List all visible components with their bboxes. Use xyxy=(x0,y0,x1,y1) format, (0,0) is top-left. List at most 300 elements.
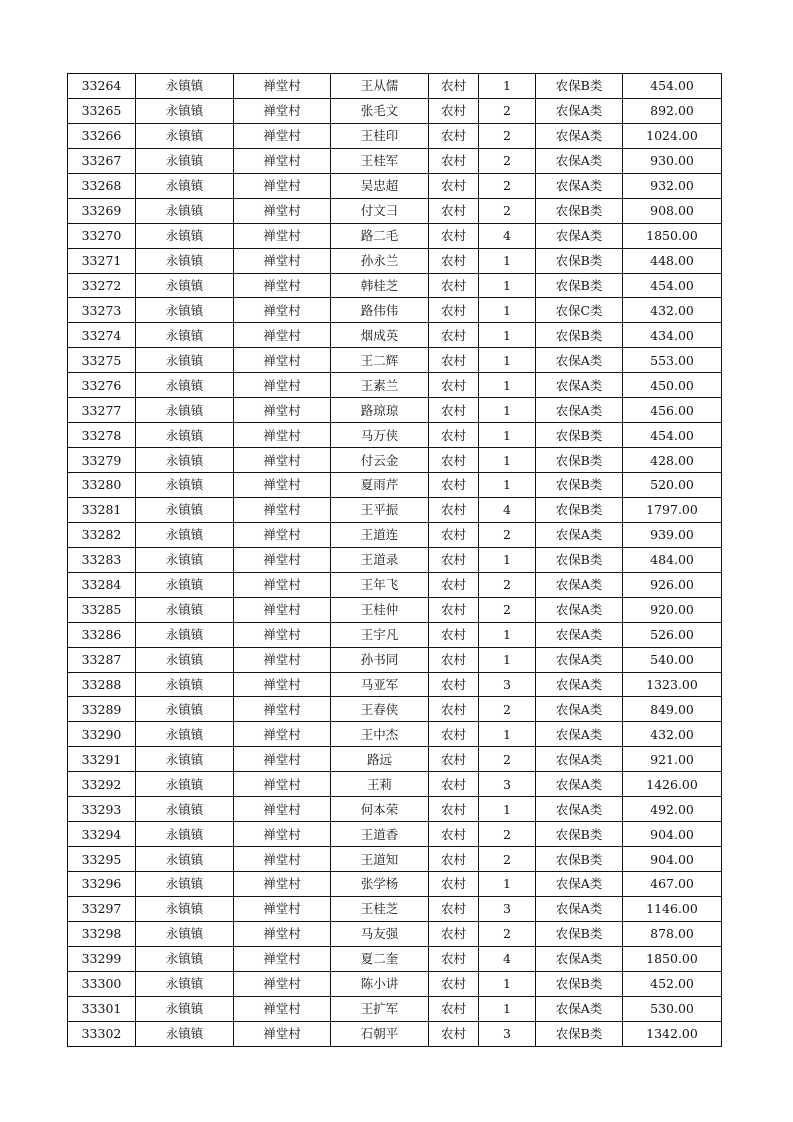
household-type-cell: 农村 xyxy=(429,971,479,996)
insurance-category-cell: 农保A类 xyxy=(536,223,623,248)
name-cell: 王道香 xyxy=(331,822,429,847)
record-id-cell: 33282 xyxy=(68,522,136,547)
amount-cell: 520.00 xyxy=(623,473,722,498)
member-count-cell: 1 xyxy=(479,622,536,647)
name-cell: 夏二奎 xyxy=(331,946,429,971)
member-count-cell: 1 xyxy=(479,473,536,498)
table-row xyxy=(68,872,722,897)
member-count-cell: 1 xyxy=(479,996,536,1021)
amount-cell: 904.00 xyxy=(623,822,722,847)
insurance-category-cell: 农保A类 xyxy=(536,797,623,822)
amount-cell: 454.00 xyxy=(623,423,722,448)
household-type-cell: 农村 xyxy=(429,298,479,323)
town-cell: 永镇镇 xyxy=(136,348,234,373)
town-cell: 永镇镇 xyxy=(136,398,234,423)
member-count-cell: 1 xyxy=(479,348,536,373)
insurance-category-cell: 农保A类 xyxy=(536,772,623,797)
record-id-cell: 33288 xyxy=(68,672,136,697)
table-row xyxy=(68,697,722,722)
village-cell: 禅堂村 xyxy=(234,373,331,398)
insurance-category-cell: 农保B类 xyxy=(536,921,623,946)
insurance-category-cell: 农保B类 xyxy=(536,323,623,348)
village-cell: 禅堂村 xyxy=(234,547,331,572)
household-type-cell: 农村 xyxy=(429,822,479,847)
village-cell: 禅堂村 xyxy=(234,597,331,622)
amount-cell: 492.00 xyxy=(623,797,722,822)
table-row xyxy=(68,173,722,198)
name-cell: 王道连 xyxy=(331,522,429,547)
insurance-category-cell: 农保B类 xyxy=(536,1021,623,1046)
household-type-cell: 农村 xyxy=(429,872,479,897)
table-row xyxy=(68,622,722,647)
town-cell: 永镇镇 xyxy=(136,148,234,173)
table-row xyxy=(68,672,722,697)
village-cell: 禅堂村 xyxy=(234,697,331,722)
member-count-cell: 1 xyxy=(479,423,536,448)
member-count-cell: 3 xyxy=(479,772,536,797)
village-cell: 禅堂村 xyxy=(234,722,331,747)
name-cell: 王春侠 xyxy=(331,697,429,722)
household-type-cell: 农村 xyxy=(429,497,479,522)
table-row xyxy=(68,223,722,248)
record-id-cell: 33292 xyxy=(68,772,136,797)
town-cell: 永镇镇 xyxy=(136,273,234,298)
table-row xyxy=(68,198,722,223)
table-row xyxy=(68,1021,722,1046)
member-count-cell: 1 xyxy=(479,872,536,897)
household-type-cell: 农村 xyxy=(429,946,479,971)
amount-cell: 456.00 xyxy=(623,398,722,423)
name-cell: 王扩军 xyxy=(331,996,429,1021)
name-cell: 王素兰 xyxy=(331,373,429,398)
member-count-cell: 1 xyxy=(479,722,536,747)
name-cell: 路伟伟 xyxy=(331,298,429,323)
member-count-cell: 2 xyxy=(479,597,536,622)
table-row xyxy=(68,772,722,797)
name-cell: 王桂仲 xyxy=(331,597,429,622)
record-id-cell: 33275 xyxy=(68,348,136,373)
insurance-category-cell: 农保A类 xyxy=(536,98,623,123)
insurance-category-cell: 农保A类 xyxy=(536,597,623,622)
village-cell: 禅堂村 xyxy=(234,772,331,797)
insurance-category-cell: 农保A类 xyxy=(536,946,623,971)
town-cell: 永镇镇 xyxy=(136,248,234,273)
amount-cell: 553.00 xyxy=(623,348,722,373)
town-cell: 永镇镇 xyxy=(136,946,234,971)
member-count-cell: 2 xyxy=(479,747,536,772)
insurance-category-cell: 农保A类 xyxy=(536,173,623,198)
village-cell: 禅堂村 xyxy=(234,497,331,522)
name-cell: 张毛文 xyxy=(331,98,429,123)
name-cell: 付文彐 xyxy=(331,198,429,223)
record-id-cell: 33293 xyxy=(68,797,136,822)
town-cell: 永镇镇 xyxy=(136,722,234,747)
name-cell: 王年飞 xyxy=(331,572,429,597)
amount-cell: 904.00 xyxy=(623,847,722,872)
amount-cell: 467.00 xyxy=(623,872,722,897)
household-type-cell: 农村 xyxy=(429,373,479,398)
village-cell: 禅堂村 xyxy=(234,747,331,772)
village-cell: 禅堂村 xyxy=(234,273,331,298)
record-id-cell: 33271 xyxy=(68,248,136,273)
member-count-cell: 1 xyxy=(479,448,536,473)
household-type-cell: 农村 xyxy=(429,847,479,872)
record-id-cell: 33277 xyxy=(68,398,136,423)
village-cell: 禅堂村 xyxy=(234,797,331,822)
table-row xyxy=(68,373,722,398)
member-count-cell: 2 xyxy=(479,921,536,946)
amount-cell: 432.00 xyxy=(623,722,722,747)
insurance-category-cell: 农保A类 xyxy=(536,373,623,398)
village-cell: 禅堂村 xyxy=(234,473,331,498)
insurance-category-cell: 农保B类 xyxy=(536,423,623,448)
village-cell: 禅堂村 xyxy=(234,223,331,248)
table-row xyxy=(68,148,722,173)
name-cell: 路琼琼 xyxy=(331,398,429,423)
household-type-cell: 农村 xyxy=(429,597,479,622)
member-count-cell: 2 xyxy=(479,148,536,173)
table-row xyxy=(68,597,722,622)
amount-cell: 1797.00 xyxy=(623,497,722,522)
town-cell: 永镇镇 xyxy=(136,921,234,946)
record-id-cell: 33298 xyxy=(68,921,136,946)
record-id-cell: 33291 xyxy=(68,747,136,772)
record-id-cell: 33285 xyxy=(68,597,136,622)
village-cell: 禅堂村 xyxy=(234,298,331,323)
name-cell: 夏雨芹 xyxy=(331,473,429,498)
member-count-cell: 3 xyxy=(479,672,536,697)
table-row xyxy=(68,248,722,273)
record-id-cell: 33299 xyxy=(68,946,136,971)
village-cell: 禅堂村 xyxy=(234,398,331,423)
household-type-cell: 农村 xyxy=(429,896,479,921)
insurance-category-cell: 农保B类 xyxy=(536,74,623,99)
record-id-cell: 33290 xyxy=(68,722,136,747)
table-row xyxy=(68,473,722,498)
record-id-cell: 33287 xyxy=(68,647,136,672)
name-cell: 付云金 xyxy=(331,448,429,473)
table-row xyxy=(68,448,722,473)
insurance-category-cell: 农保B类 xyxy=(536,847,623,872)
amount-cell: 454.00 xyxy=(623,74,722,99)
record-id-cell: 33279 xyxy=(68,448,136,473)
record-id-cell: 33301 xyxy=(68,996,136,1021)
village-cell: 禅堂村 xyxy=(234,98,331,123)
household-type-cell: 农村 xyxy=(429,722,479,747)
member-count-cell: 1 xyxy=(479,373,536,398)
household-type-cell: 农村 xyxy=(429,273,479,298)
insurance-category-cell: 农保B类 xyxy=(536,198,623,223)
record-id-cell: 33272 xyxy=(68,273,136,298)
town-cell: 永镇镇 xyxy=(136,1021,234,1046)
household-type-cell: 农村 xyxy=(429,98,479,123)
name-cell: 王从儒 xyxy=(331,74,429,99)
table-row xyxy=(68,323,722,348)
amount-cell: 484.00 xyxy=(623,547,722,572)
town-cell: 永镇镇 xyxy=(136,198,234,223)
member-count-cell: 1 xyxy=(479,298,536,323)
household-type-cell: 农村 xyxy=(429,672,479,697)
amount-cell: 1850.00 xyxy=(623,223,722,248)
household-type-cell: 农村 xyxy=(429,622,479,647)
name-cell: 王道录 xyxy=(331,547,429,572)
town-cell: 永镇镇 xyxy=(136,223,234,248)
amount-cell: 540.00 xyxy=(623,647,722,672)
village-cell: 禅堂村 xyxy=(234,74,331,99)
village-cell: 禅堂村 xyxy=(234,248,331,273)
village-cell: 禅堂村 xyxy=(234,423,331,448)
insurance-category-cell: 农保C类 xyxy=(536,298,623,323)
household-type-cell: 农村 xyxy=(429,921,479,946)
amount-cell: 448.00 xyxy=(623,248,722,273)
table-row xyxy=(68,822,722,847)
amount-cell: 452.00 xyxy=(623,971,722,996)
amount-cell: 892.00 xyxy=(623,98,722,123)
village-cell: 禅堂村 xyxy=(234,448,331,473)
records-table xyxy=(67,73,722,1047)
household-type-cell: 农村 xyxy=(429,547,479,572)
insurance-category-cell: 农保A类 xyxy=(536,872,623,897)
name-cell: 马万侠 xyxy=(331,423,429,448)
record-id-cell: 33284 xyxy=(68,572,136,597)
record-id-cell: 33286 xyxy=(68,622,136,647)
town-cell: 永镇镇 xyxy=(136,622,234,647)
insurance-category-cell: 农保B类 xyxy=(536,547,623,572)
name-cell: 王平振 xyxy=(331,497,429,522)
table-row xyxy=(68,348,722,373)
name-cell: 张学杨 xyxy=(331,872,429,897)
insurance-category-cell: 农保B类 xyxy=(536,473,623,498)
table-row xyxy=(68,921,722,946)
name-cell: 马友强 xyxy=(331,921,429,946)
insurance-category-cell: 农保A类 xyxy=(536,522,623,547)
town-cell: 永镇镇 xyxy=(136,448,234,473)
member-count-cell: 2 xyxy=(479,173,536,198)
table-row xyxy=(68,74,722,99)
household-type-cell: 农村 xyxy=(429,223,479,248)
member-count-cell: 2 xyxy=(479,198,536,223)
member-count-cell: 2 xyxy=(479,98,536,123)
name-cell: 韩桂芝 xyxy=(331,273,429,298)
household-type-cell: 农村 xyxy=(429,772,479,797)
insurance-category-cell: 农保B类 xyxy=(536,497,623,522)
record-id-cell: 33273 xyxy=(68,298,136,323)
amount-cell: 939.00 xyxy=(623,522,722,547)
town-cell: 永镇镇 xyxy=(136,772,234,797)
village-cell: 禅堂村 xyxy=(234,971,331,996)
town-cell: 永镇镇 xyxy=(136,797,234,822)
table-row xyxy=(68,547,722,572)
village-cell: 禅堂村 xyxy=(234,946,331,971)
table-row xyxy=(68,497,722,522)
member-count-cell: 2 xyxy=(479,697,536,722)
member-count-cell: 4 xyxy=(479,497,536,522)
town-cell: 永镇镇 xyxy=(136,173,234,198)
town-cell: 永镇镇 xyxy=(136,996,234,1021)
table-row xyxy=(68,946,722,971)
village-cell: 禅堂村 xyxy=(234,996,331,1021)
member-count-cell: 1 xyxy=(479,647,536,672)
village-cell: 禅堂村 xyxy=(234,822,331,847)
member-count-cell: 1 xyxy=(479,74,536,99)
amount-cell: 849.00 xyxy=(623,697,722,722)
insurance-category-cell: 农保B类 xyxy=(536,273,623,298)
member-count-cell: 4 xyxy=(479,946,536,971)
name-cell: 马亚军 xyxy=(331,672,429,697)
record-id-cell: 33295 xyxy=(68,847,136,872)
town-cell: 永镇镇 xyxy=(136,672,234,697)
member-count-cell: 4 xyxy=(479,223,536,248)
member-count-cell: 2 xyxy=(479,572,536,597)
record-id-cell: 33297 xyxy=(68,896,136,921)
record-id-cell: 33267 xyxy=(68,148,136,173)
record-id-cell: 33274 xyxy=(68,323,136,348)
town-cell: 永镇镇 xyxy=(136,847,234,872)
record-id-cell: 33300 xyxy=(68,971,136,996)
amount-cell: 1850.00 xyxy=(623,946,722,971)
household-type-cell: 农村 xyxy=(429,423,479,448)
member-count-cell: 2 xyxy=(479,822,536,847)
record-id-cell: 33268 xyxy=(68,173,136,198)
town-cell: 永镇镇 xyxy=(136,547,234,572)
household-type-cell: 农村 xyxy=(429,1021,479,1046)
household-type-cell: 农村 xyxy=(429,173,479,198)
name-cell: 王莉 xyxy=(331,772,429,797)
name-cell: 王桂芝 xyxy=(331,896,429,921)
town-cell: 永镇镇 xyxy=(136,98,234,123)
member-count-cell: 1 xyxy=(479,547,536,572)
insurance-category-cell: 农保B类 xyxy=(536,822,623,847)
insurance-category-cell: 农保A类 xyxy=(536,572,623,597)
amount-cell: 454.00 xyxy=(623,273,722,298)
table-row xyxy=(68,971,722,996)
table-row xyxy=(68,398,722,423)
record-id-cell: 33289 xyxy=(68,697,136,722)
village-cell: 禅堂村 xyxy=(234,672,331,697)
table-row xyxy=(68,298,722,323)
insurance-category-cell: 农保A类 xyxy=(536,697,623,722)
town-cell: 永镇镇 xyxy=(136,872,234,897)
village-cell: 禅堂村 xyxy=(234,1021,331,1046)
insurance-category-cell: 农保A类 xyxy=(536,647,623,672)
town-cell: 永镇镇 xyxy=(136,373,234,398)
household-type-cell: 农村 xyxy=(429,697,479,722)
name-cell: 王道知 xyxy=(331,847,429,872)
insurance-category-cell: 农保B类 xyxy=(536,448,623,473)
amount-cell: 908.00 xyxy=(623,198,722,223)
record-id-cell: 33302 xyxy=(68,1021,136,1046)
name-cell: 王桂军 xyxy=(331,148,429,173)
town-cell: 永镇镇 xyxy=(136,747,234,772)
table-row xyxy=(68,797,722,822)
town-cell: 永镇镇 xyxy=(136,123,234,148)
record-id-cell: 33296 xyxy=(68,872,136,897)
table-row xyxy=(68,722,722,747)
insurance-category-cell: 农保B类 xyxy=(536,248,623,273)
town-cell: 永镇镇 xyxy=(136,522,234,547)
village-cell: 禅堂村 xyxy=(234,522,331,547)
record-id-cell: 33281 xyxy=(68,497,136,522)
insurance-category-cell: 农保A类 xyxy=(536,747,623,772)
amount-cell: 1342.00 xyxy=(623,1021,722,1046)
table-row xyxy=(68,522,722,547)
household-type-cell: 农村 xyxy=(429,248,479,273)
village-cell: 禅堂村 xyxy=(234,921,331,946)
record-id-cell: 33264 xyxy=(68,74,136,99)
table-row xyxy=(68,572,722,597)
town-cell: 永镇镇 xyxy=(136,697,234,722)
household-type-cell: 农村 xyxy=(429,323,479,348)
household-type-cell: 农村 xyxy=(429,398,479,423)
amount-cell: 526.00 xyxy=(623,622,722,647)
amount-cell: 921.00 xyxy=(623,747,722,772)
member-count-cell: 1 xyxy=(479,323,536,348)
insurance-category-cell: 农保A类 xyxy=(536,722,623,747)
village-cell: 禅堂村 xyxy=(234,123,331,148)
amount-cell: 1426.00 xyxy=(623,772,722,797)
village-cell: 禅堂村 xyxy=(234,847,331,872)
amount-cell: 930.00 xyxy=(623,148,722,173)
village-cell: 禅堂村 xyxy=(234,173,331,198)
name-cell: 吴忠超 xyxy=(331,173,429,198)
household-type-cell: 农村 xyxy=(429,448,479,473)
table-row xyxy=(68,98,722,123)
insurance-category-cell: 农保A类 xyxy=(536,996,623,1021)
member-count-cell: 1 xyxy=(479,248,536,273)
household-type-cell: 农村 xyxy=(429,572,479,597)
table-body xyxy=(68,74,722,1047)
amount-cell: 1323.00 xyxy=(623,672,722,697)
amount-cell: 530.00 xyxy=(623,996,722,1021)
name-cell: 孙书同 xyxy=(331,647,429,672)
household-type-cell: 农村 xyxy=(429,747,479,772)
amount-cell: 932.00 xyxy=(623,173,722,198)
amount-cell: 1024.00 xyxy=(623,123,722,148)
amount-cell: 878.00 xyxy=(623,921,722,946)
town-cell: 永镇镇 xyxy=(136,971,234,996)
name-cell: 陈小讲 xyxy=(331,971,429,996)
insurance-category-cell: 农保A类 xyxy=(536,348,623,373)
insurance-category-cell: 农保A类 xyxy=(536,672,623,697)
household-type-cell: 农村 xyxy=(429,473,479,498)
insurance-category-cell: 农保A类 xyxy=(536,148,623,173)
record-id-cell: 33265 xyxy=(68,98,136,123)
record-id-cell: 33269 xyxy=(68,198,136,223)
table-row xyxy=(68,647,722,672)
village-cell: 禅堂村 xyxy=(234,572,331,597)
village-cell: 禅堂村 xyxy=(234,323,331,348)
household-type-cell: 农村 xyxy=(429,996,479,1021)
village-cell: 禅堂村 xyxy=(234,647,331,672)
town-cell: 永镇镇 xyxy=(136,473,234,498)
member-count-cell: 3 xyxy=(479,896,536,921)
name-cell: 王二辉 xyxy=(331,348,429,373)
insurance-category-cell: 农保A类 xyxy=(536,123,623,148)
town-cell: 永镇镇 xyxy=(136,896,234,921)
member-count-cell: 2 xyxy=(479,522,536,547)
household-type-cell: 农村 xyxy=(429,797,479,822)
amount-cell: 926.00 xyxy=(623,572,722,597)
member-count-cell: 1 xyxy=(479,273,536,298)
name-cell: 何本荣 xyxy=(331,797,429,822)
insurance-category-cell: 农保A类 xyxy=(536,896,623,921)
town-cell: 永镇镇 xyxy=(136,647,234,672)
village-cell: 禅堂村 xyxy=(234,348,331,373)
household-type-cell: 农村 xyxy=(429,123,479,148)
insurance-category-cell: 农保B类 xyxy=(536,971,623,996)
member-count-cell: 2 xyxy=(479,123,536,148)
village-cell: 禅堂村 xyxy=(234,622,331,647)
